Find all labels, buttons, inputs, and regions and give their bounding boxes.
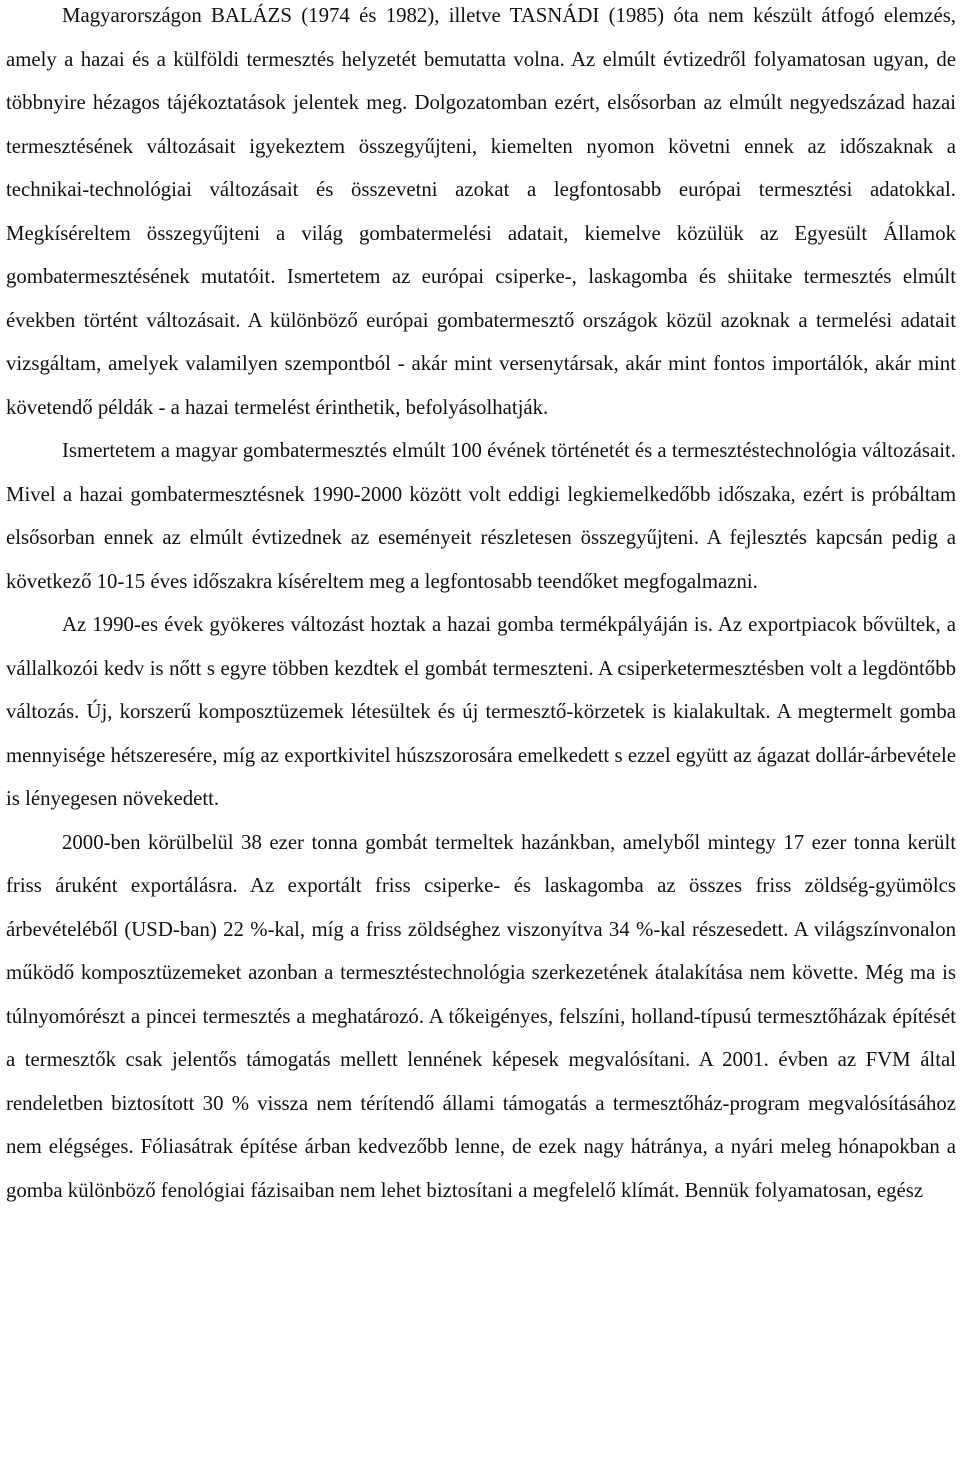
paragraph: Az 1990-es évek gyökeres változást hoztak a hazai gomba termékpályáján is. Az exportpiacok bővültek, a vállalkozói kedv is nőtt s egyre többen kezdtek el gombát termeszteni. A csiperketermesztésben volt a legdöntőbb változás. Új, korszerű komposztüzemek létesültek és új termesztő-körzetek is kialakultak. A megtermelt gomba mennyisége hétszeresére, míg az exportkivitel húszszorosára emelkedett s ezzel együtt az ágazat dollár-árbevétele is lényegesen növekedett. (6, 613, 956, 810)
paragraph: Magyarországon BALÁZS (1974 és 1982), illetve TASNÁDI (1985) óta nem készült átfogó elemzés, amely a hazai és a külföldi termesztés helyzetét bemutatta volna. Az elmúlt évtizedről folyamatosan ugyan, de többnyire hézagos tájékoztatások jelentek meg. Dolgozatomban ezért, elsősorban az elmúlt negyedszázad hazai termesztésének változásait igyekeztem összegyűjteni, kiemelten nyomon követni ennek az időszaknak a technikai-technológiai változásait és összevetni azokat a legfontosabb európai termesztési adatokkal. Megkíséreltem összegyűjteni a világ gombatermelési adatait, kiemelve közülük az Egyesült Államok gombatermesztésének mutatóit. Ismertetem az európai csiperke-, laskagomba és shiitake termesztés elmúlt években történt változásait. A különböző európai gombatermesztő országok közül azoknak a termelési adatait vizsgáltam, amelyek valamilyen szempontból - akár mint versenytársak, akár mint fontos importálók, akár mint követendő példák - a hazai termelést érinthetik, befolyásolhatják. (6, 4, 956, 419)
paragraph: Ismertetem a magyar gombatermesztés elmúlt 100 évének történetét és a termesztéstechnológia változásait. Mivel a hazai gombatermesztésnek 1990-2000 között volt eddigi legkiemelkedőbb időszaka, ezért is próbáltam elsősorban ennek az elmúlt évtizednek az eseményeit részletesen összegyűjteni. A fejlesztés kapcsán pedig a következő 10-15 éves időszakra kíséreltem meg a legfontosabb teendőket megfogalmazni. (6, 439, 956, 593)
document-page (6, 0, 956, 1212)
paragraph: 2000-ben körülbelül 38 ezer tonna gombát termeltek hazánkban, amelyből mintegy 17 ezer tonna került friss áruként exportálásra. Az exportált friss csiperke- és laskagomba az összes friss zöldség-gyümölcs árbevételéből (USD-ban) 22 %-kal, míg a friss zöldséghez viszonyítva 34 %-kal részesedett. A világszínvonalon működő komposztüzemeket azonban a termesztéstechnológia szerkezetének átalakítása nem követte. Még ma is túlnyomórészt a pincei termesztés a meghatározó. A tőkeigényes, felszíni, holland-típusú termesztőházak építését a termesztők csak jelentős támogatás mellett lennének képesek megvalósítani. A 2001. évben az FVM által rendeletben biztosított 30 % vissza nem térítendő állami támogatás a termesztőház-program megvalósításához nem elégséges. Fóliasátrak építése árban kedvezőbb lenne, de ezek nagy hátránya, a nyári meleg hónapokban a gomba különböző fenológiai fázisaiban nem lehet biztosítani a megfelelő klímát. Bennük folyamatosan, egész (6, 830, 956, 1202)
